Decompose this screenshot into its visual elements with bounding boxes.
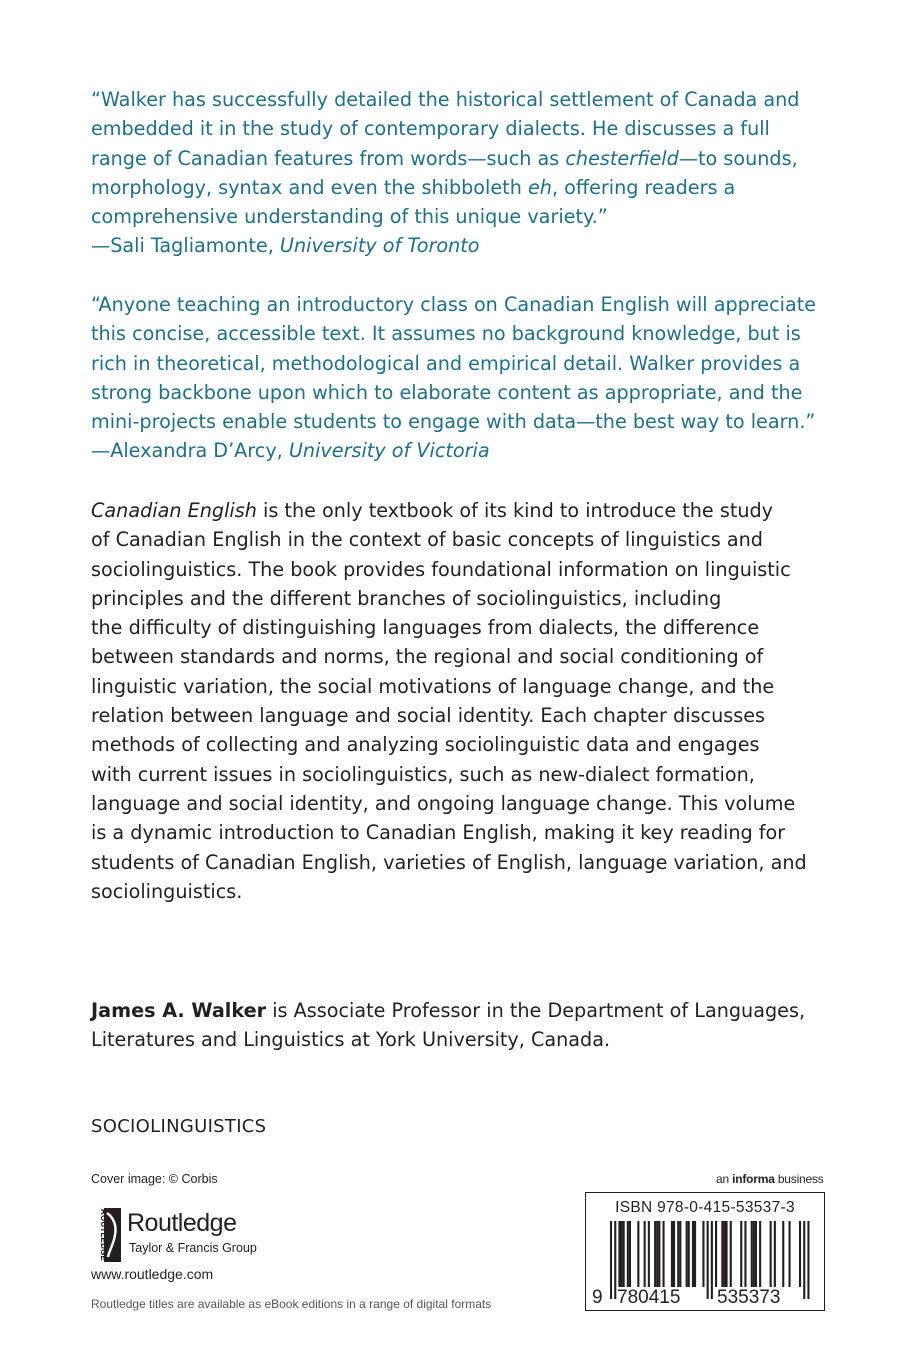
publisher-name: Routledge [127, 1209, 237, 1237]
author-bio-line: is Associate Professor in the Department of Languages, [266, 999, 806, 1022]
barcode-bar [694, 1221, 696, 1287]
barcode-bar [671, 1221, 673, 1287]
barcode-bar [799, 1221, 801, 1287]
quote-attribution-affiliation: University of Toronto [279, 234, 480, 258]
informa-business-mark [716, 1172, 824, 1186]
barcode-bar [686, 1221, 688, 1287]
quote-attribution-name: —Alexandra D’Arcy, [91, 439, 289, 463]
author-bio [91, 996, 831, 1055]
quote-italic-word: chesterfield [565, 146, 679, 170]
barcode-bar [656, 1221, 658, 1287]
barcode-bar [730, 1221, 732, 1287]
description-line: of Canadian English in the context of basic concepts of linguistics and [91, 528, 763, 552]
isbn-barcode [585, 1192, 825, 1311]
book-title: Canadian English [91, 499, 257, 522]
barcode-bar [644, 1221, 646, 1287]
quote-line: embedded it in the study of contemporary dialects. He discusses a full [91, 117, 770, 141]
description-line: relation between language and social identity. Each chapter discusses [91, 704, 766, 728]
quote-line: —to sounds, [678, 146, 798, 170]
description-line: sociolinguistics. [91, 879, 243, 903]
description-line: language and social identity, and ongoing language change. This volume [91, 791, 796, 815]
barcode-bar [744, 1221, 746, 1287]
barcode-left-digits: 780415 [617, 1287, 681, 1308]
quote-line: “Walker has successfully detailed the historical settlement of Canada and [91, 88, 800, 111]
barcode-bar [658, 1221, 660, 1287]
description-line: is a dynamic introduction to Canadian English, making it key reading for [91, 821, 786, 845]
barcode-bar [751, 1221, 753, 1287]
informa-wordmark: informa [732, 1172, 775, 1186]
barcode-bar [770, 1221, 772, 1287]
author-name: James A. Walker [91, 999, 267, 1022]
isbn-label: ISBN 978-0-415-53537-3 [615, 1199, 795, 1216]
description-line: is the only textbook of its kind to introduce the study [256, 499, 774, 522]
barcode-digits [586, 1287, 824, 1309]
barcode-right-digits: 535373 [717, 1287, 781, 1308]
barcode-bar [726, 1221, 728, 1287]
barcode-bar [723, 1221, 725, 1287]
routledge-logo-mark [91, 1207, 121, 1263]
barcode-bar [774, 1221, 776, 1287]
book-description [91, 496, 831, 906]
barcode-bar [679, 1221, 681, 1287]
barcode-bar [740, 1221, 742, 1287]
description-line: sociolinguistics. The book provides foundational information on linguistic [91, 557, 791, 581]
barcode-bar [755, 1221, 757, 1287]
barcode-bar [759, 1221, 761, 1287]
informa-prefix: an [716, 1172, 733, 1186]
barcode-bar [637, 1221, 639, 1287]
barcode-bar [753, 1221, 755, 1287]
description-line: the difficulty of distinguishing languages from dialects, the difference [91, 616, 760, 640]
barcode-bar [663, 1221, 665, 1287]
routledge-vertical-wordmark: ROUTLEDGE [99, 1209, 108, 1262]
barcode-bar [648, 1221, 650, 1287]
barcode-bar [627, 1221, 629, 1287]
description-line: principles and the different branches of sociolinguistics, including [91, 586, 722, 610]
quote-attribution-name: —Sali Tagliamonte, [91, 234, 280, 258]
quote-line: mini-projects enable students to engage with data—the best way to learn.” [91, 410, 816, 434]
description-line: between standards and norms, the regional and social conditioning of [91, 645, 764, 669]
quote-line: comprehensive understanding of this unique variety.” [91, 205, 608, 229]
quote-line: , offering readers a [551, 175, 736, 199]
barcode-bar [715, 1221, 717, 1287]
cover-image-credit: Cover image: © Corbis [91, 1172, 218, 1186]
barcode-bar [702, 1221, 704, 1287]
barcode-bar [782, 1221, 784, 1287]
barcode-bar [629, 1221, 631, 1287]
description-line: students of Canadian English, varieties of English, language variation, and [91, 850, 807, 874]
barcode-bar [654, 1221, 656, 1287]
routledge-logo [91, 1207, 291, 1263]
barcode-bar [692, 1221, 694, 1287]
barcode-bar [618, 1221, 620, 1287]
barcode-bar [623, 1221, 625, 1287]
description-line: linguistic variation, the social motivations of language change, and the [91, 674, 775, 698]
review-quote-darcy [91, 290, 831, 466]
quote-line: range of Canadian features from words—such as [91, 146, 566, 170]
barcode-bar [673, 1221, 675, 1287]
quote-line: morphology, syntax and even the shibboleth [91, 175, 528, 199]
description-line: with current issues in sociolinguistics, such as new-dialect formation, [91, 762, 755, 786]
barcode-bar [677, 1221, 679, 1287]
informa-suffix: business [774, 1172, 824, 1186]
barcode-bar [688, 1221, 690, 1287]
barcode-bar [721, 1221, 723, 1287]
author-bio-line: Literatures and Linguistics at York University, Canada. [91, 1028, 611, 1052]
barcode-lead-digit: 9 [592, 1287, 603, 1308]
publisher-group: Taylor & Francis Group [129, 1241, 257, 1255]
quote-line: this concise, accessible text. It assumes no background knowledge, but is [91, 322, 801, 346]
quote-italic-word: eh [527, 175, 552, 199]
description-line: methods of collecting and analyzing sociolinguistic data and engages [91, 733, 760, 757]
barcode-bar [789, 1221, 791, 1287]
quote-line: rich in theoretical, methodological and empirical detail. Walker provides a [91, 351, 801, 375]
subject-category: SOCIOLINGUISTICS [91, 1116, 267, 1137]
ebook-availability-note: Routledge titles are available as eBook editions in a range of digital formats [91, 1297, 492, 1311]
publisher-website[interactable]: www.routledge.com [91, 1266, 214, 1282]
quote-line: “Anyone teaching an introductory class on Canadian English will appreciate [91, 293, 817, 316]
quote-line: strong backbone upon which to elaborate content as appropriate, and the [91, 380, 803, 404]
barcode-bar [621, 1221, 623, 1287]
review-quote-tagliamonte [91, 85, 831, 261]
quote-attribution-affiliation: University of Victoria [288, 439, 490, 463]
